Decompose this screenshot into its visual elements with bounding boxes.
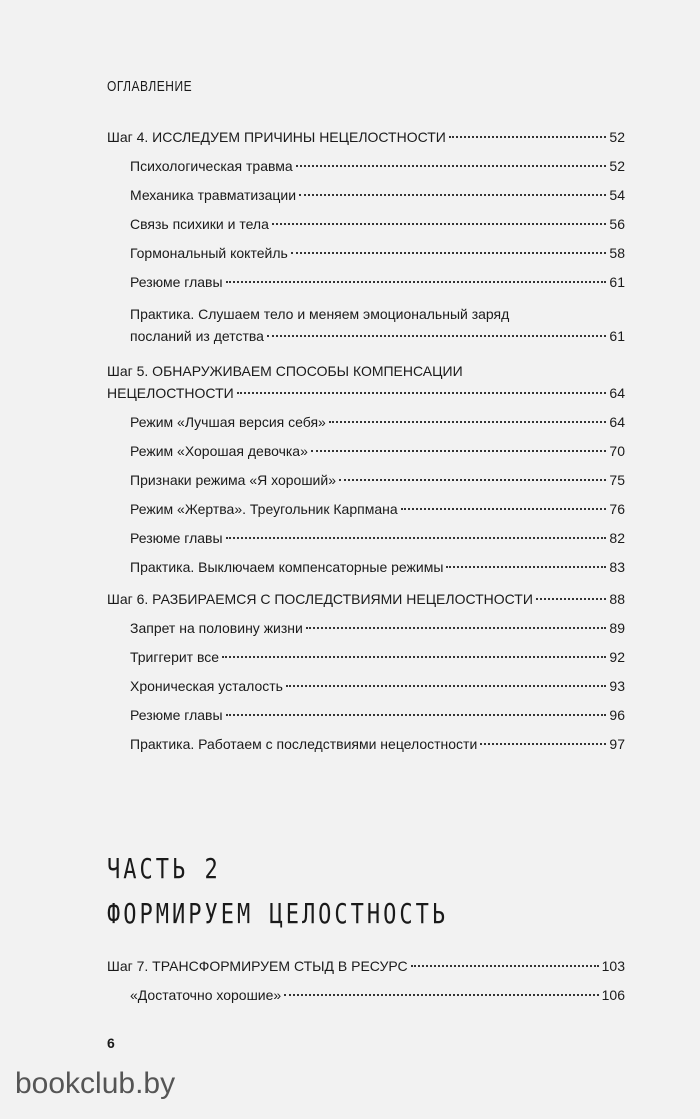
toc-step-entry[interactable] [107,359,625,402]
toc-entry-title: Психологическая травма [130,158,293,174]
toc-entry-title: Гормональный коктейль [130,245,288,261]
toc-entry-page: 64 [609,414,625,430]
toc-practice-entry[interactable] [107,302,625,345]
dot-leader [401,508,607,510]
toc-entry[interactable] [107,529,625,547]
dot-leader [226,714,607,716]
toc-entry-title-line1: Практика. Слушаем тело и меняем эмоциональный заряд [130,306,510,322]
toc-entry-title: Признаки режима «Я хороший» [130,472,336,488]
toc-entry-title: Режим «Лучшая версия себя» [130,414,326,430]
toc-step-entry[interactable] [107,957,625,975]
table-of-contents-part-2 [107,957,625,1015]
toc-entry-title-line1: Шаг 5. ОБНАРУЖИВАЕМ СПОСОБЫ КОМПЕНСАЦИИ [107,363,463,379]
part-heading [107,848,448,938]
toc-entry-page: 75 [609,472,625,488]
toc-entry[interactable] [107,186,625,204]
dot-leader [449,136,607,138]
toc-entry-page: 96 [609,707,625,723]
dot-leader [267,335,606,337]
toc-entry-title: Практика. Выключаем компенсаторные режимы [130,559,444,575]
toc-entry[interactable] [107,706,625,724]
toc-entry-page: 58 [609,245,625,261]
toc-entry[interactable] [107,215,625,233]
toc-entry-title-line2: посланий из детства [130,328,264,344]
toc-entry[interactable] [107,619,625,637]
toc-entry-second-line [107,384,625,402]
page-number: 6 [107,1035,115,1051]
dot-leader [296,165,607,167]
toc-entry[interactable] [107,677,625,695]
dot-leader [284,994,598,996]
toc-entry[interactable] [107,735,625,753]
toc-entry-second-line [130,327,625,345]
toc-entry[interactable] [107,500,625,518]
toc-entry-page: 70 [609,443,625,459]
dot-leader [339,479,606,481]
toc-entry-page: 89 [609,620,625,636]
toc-group-step-5 [107,359,625,576]
toc-entry-page: 54 [609,187,625,203]
toc-entry-page: 106 [601,987,625,1003]
toc-entry-page: 61 [609,274,625,290]
toc-entry-page: 76 [609,501,625,517]
dot-leader [536,598,607,600]
toc-step-entry[interactable] [107,128,625,146]
toc-entry-page: 52 [609,158,625,174]
toc-entry-page: 97 [609,736,625,752]
toc-entry-page: 64 [609,385,625,401]
toc-entry[interactable] [107,471,625,489]
part-number: ЧАСТЬ 2 [107,854,221,886]
toc-entry-page: 56 [609,216,625,232]
dot-leader [222,656,606,658]
toc-entry[interactable] [107,244,625,262]
toc-entry-title: Шаг 7. ТРАНСФОРМИРУЕМ СТЫД В РЕСУРС [107,958,408,974]
toc-entry-title: Связь психики и тела [130,216,269,232]
dot-leader [480,743,606,745]
dot-leader [272,223,607,225]
dot-leader [299,194,606,196]
toc-entry-page: 52 [609,129,625,145]
toc-entry-title: Хроническая усталость [130,678,283,694]
toc-entry-page: 82 [609,530,625,546]
toc-entry[interactable] [107,648,625,666]
part-title: ФОРМИРУЕМ ЦЕЛОСТНОСТЬ [107,899,449,931]
toc-entry-title: Запрет на половину жизни [130,620,303,636]
dot-leader [306,627,607,629]
toc-entry-title: Резюме главы [130,530,223,546]
running-head: ОГЛАВЛЕНИЕ [107,78,193,95]
dot-leader [226,281,607,283]
toc-entry-page: 92 [609,649,625,665]
toc-entry-page: 93 [609,678,625,694]
toc-entry-title: «Достаточно хорошие» [130,987,282,1003]
toc-entry-title: Шаг 4. ИССЛЕДУЕМ ПРИЧИНЫ НЕЦЕЛОСТНОСТИ [107,129,446,145]
toc-entry[interactable] [107,558,625,576]
toc-entry-page: 103 [601,958,625,974]
toc-step-entry[interactable] [107,590,625,608]
toc-entry-title: Механика травматизации [130,187,297,203]
toc-entry[interactable] [107,986,625,1004]
dot-leader [411,965,599,967]
toc-group-step-6 [107,590,625,753]
dot-leader [291,252,607,254]
dot-leader [226,537,607,539]
toc-entry-title: Резюме главы [130,707,223,723]
toc-entry-page: 83 [609,559,625,575]
toc-entry-page: 88 [609,591,625,607]
toc-entry-page: 61 [609,328,625,344]
toc-entry-title: Практика. Работаем с последствиями нецелостности [130,736,478,752]
toc-group-step-4 [107,128,625,345]
dot-leader [446,566,606,568]
table-of-contents [107,128,625,767]
toc-entry[interactable] [107,413,625,431]
toc-entry[interactable] [107,442,625,460]
dot-leader [329,421,607,423]
dot-leader [237,392,607,394]
watermark: bookclub.by [15,1067,176,1100]
toc-entry-title: Резюме главы [130,274,223,290]
toc-entry-title: Триггерит все [130,649,220,665]
toc-entry-title: Режим «Жертва». Треугольник Карпмана [130,501,398,517]
toc-entry-title: Шаг 6. РАЗБИРАЕМСЯ С ПОСЛЕДСТВИЯМИ НЕЦЕЛОСТНОСТИ [107,591,533,607]
toc-entry[interactable] [107,273,625,291]
dot-leader [311,450,607,452]
dot-leader [286,685,606,687]
toc-entry-title-line2: НЕЦЕЛОСТНОСТИ [107,385,234,401]
toc-entry[interactable] [107,157,625,175]
toc-entry-title: Режим «Хорошая девочка» [130,443,308,459]
